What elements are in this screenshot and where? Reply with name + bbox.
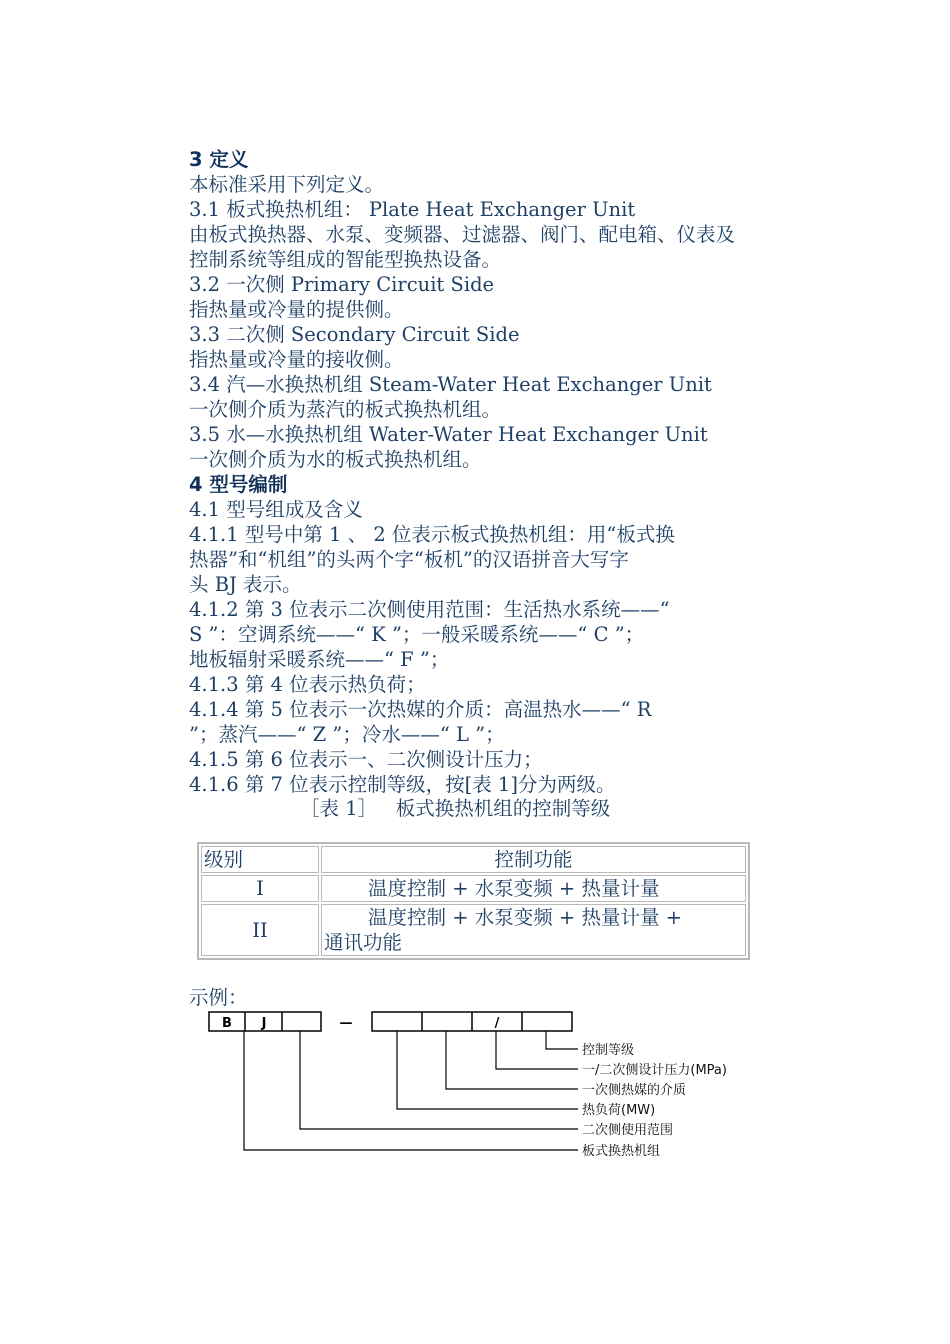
body-line: S ”：空调系统——“ K ”；一般采暖系统——“ C ”；	[189, 623, 645, 646]
definition-term: 3.2 一次侧 Primary Circuit Side	[189, 273, 495, 296]
body-line: 4.1.1 型号中第 1 、 2 位表示板式换热机组：用“板式换	[189, 523, 675, 546]
body-line: 4.1.5 第 6 位表示一、二次侧设计压力；	[189, 748, 543, 771]
definition-term: 3.3 二次侧 Secondary Circuit Side	[189, 323, 520, 346]
definition-term: 3.4 汽—水换热机组 Steam-Water Heat Exchanger Unit	[189, 373, 712, 396]
body-line: ”；蒸汽——“ Z ”；冷水——“ L ”；	[189, 723, 505, 746]
leader-line-primary-medium	[446, 1031, 578, 1089]
table-cell-level: II	[201, 904, 319, 956]
leader-line-design-pressure	[496, 1031, 578, 1069]
model-dash: —	[339, 1016, 353, 1031]
body-line: 控制系统等组成的智能型换热设备。	[189, 248, 502, 271]
body-line: 由板式换热器、水泵、变频器、过滤器、阀门、配电箱、仪表及	[189, 223, 736, 246]
label-heat-load: 热负荷(MW)	[582, 1103, 656, 1118]
body-line: 4.1.2 第 3 位表示二次侧使用范围：生活热水系统——“	[189, 598, 670, 621]
label-primary-medium: 一次侧热媒的介质	[582, 1083, 687, 1098]
body-line: 一次侧介质为水的板式换热机组。	[189, 448, 482, 471]
definition-term: 3.5 水—水换热机组 Water-Water Heat Exchanger Unit	[189, 423, 708, 446]
subsection-heading: 4.1 型号组成及含义	[189, 498, 363, 521]
table-header-cell: 级别	[201, 846, 319, 873]
definition-term: 3.1 板式换热机组： Plate Heat Exchanger Unit	[189, 198, 636, 221]
leader-line-unit-type	[244, 1031, 578, 1150]
table-cell-function-line: 通讯功能	[324, 931, 403, 954]
section-heading-definitions: 3 定义	[189, 148, 249, 171]
leader-line-secondary-range	[300, 1031, 578, 1129]
section-heading-model: 4 型号编制	[189, 473, 288, 496]
body-line: 地板辐射采暖系统——“ F ”；	[189, 648, 450, 671]
model-slash: /	[494, 1016, 500, 1031]
table-caption: ［表 1］ 板式换热机组的控制等级	[300, 797, 611, 820]
body-line: 4.1.6 第 7 位表示控制等级，按[表 1]分为两级。	[189, 773, 616, 796]
leader-line-heat-load	[397, 1031, 578, 1109]
label-design-pressure: 一/二次侧设计压力(MPa)	[582, 1063, 727, 1078]
body-line: 4.1.4 第 5 位表示一次热媒的介质：高温热水——“ R	[189, 698, 652, 721]
leader-line-control-level	[546, 1031, 578, 1049]
label-secondary-range: 二次侧使用范围	[582, 1123, 674, 1138]
example-label: 示例：	[189, 986, 248, 1009]
body-line: 热器”和“机组”的头两个字“板机”的汉语拼音大写字	[189, 548, 629, 571]
box-letter-j: J	[261, 1016, 267, 1031]
label-control-level: 控制等级	[582, 1043, 635, 1058]
table-cell-level: I	[201, 875, 319, 902]
label-unit-type: 板式换热机组	[582, 1144, 661, 1159]
body-line: 头 BJ 表示。	[189, 573, 302, 596]
box-letter-b: B	[222, 1016, 232, 1031]
body-line: 本标准采用下列定义。	[189, 173, 385, 196]
body-line: 4.1.3 第 4 位表示热负荷；	[189, 673, 426, 696]
table-cell-function: 温度控制 + 水泵变频 + 热量计量	[321, 875, 746, 902]
body-line: 指热量或冷量的提供侧。	[189, 298, 404, 321]
body-line: 一次侧介质为蒸汽的板式换热机组。	[189, 398, 502, 421]
table-header-cell: 控制功能	[321, 846, 746, 873]
body-line: 指热量或冷量的接收侧。	[189, 348, 404, 371]
table-cell-function-line: 温度控制 + 水泵变频 + 热量计量 +	[368, 906, 683, 929]
